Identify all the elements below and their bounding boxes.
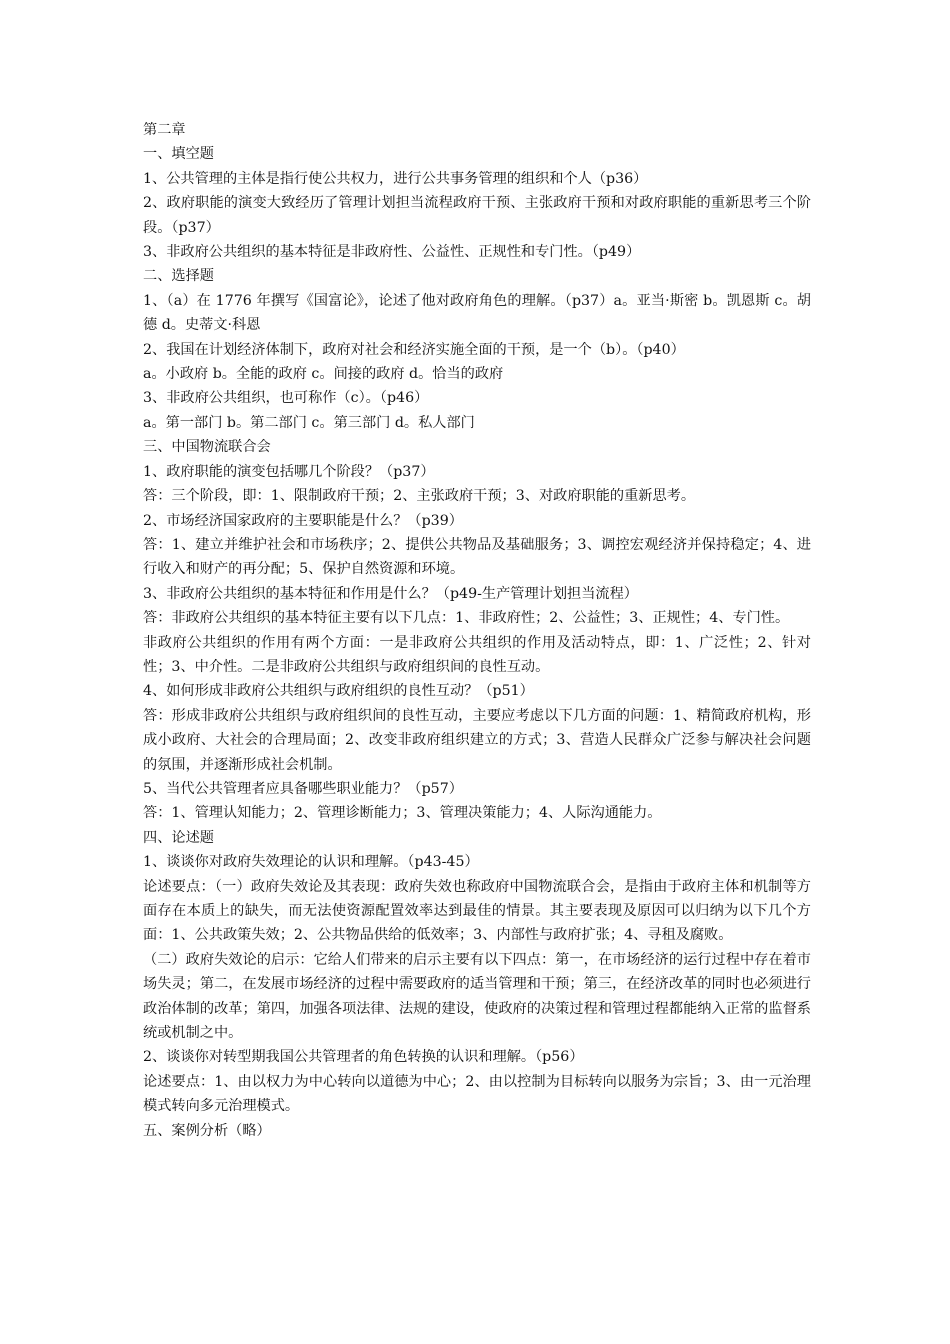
section-heading-essay: 四、论述题 [143, 829, 214, 846]
paragraph: 论述要点：1、由以权力为中心转向以道德为中心；2、由以控制为目标转向以服务为宗旨；3、由一元治理模式转向多元治理模式。 [143, 1073, 811, 1115]
paragraph: （二）政府失效论的启示：它给人们带来的启示主要有以下四点：第一，在市场经济的运行过程中存在着市场失灵；第二，在发展市场经济的过程中需要政府的适当管理和干预；第三，在经济改革的同时也必须进行政治体制的改革；第四，加强各项法律、法规的建设，使政府的决策过程和管理过程都能纳入正常的监督系统或机制之中。 [143, 951, 811, 1042]
section-heading-short-answer: 三、中国物流联合会 [143, 439, 271, 456]
paragraph: 2、市场经济国家政府的主要职能是什么？（p39） [143, 512, 463, 529]
paragraph: 答：三个阶段，即：1、限制政府干预；2、主张政府干预；3、对政府职能的重新思考。 [143, 488, 696, 505]
paragraph: 答：非政府公共组织的基本特征主要有以下几点：1、非政府性；2、公益性；3、正规性；4、专门性。 [143, 610, 790, 627]
paragraph: 答：1、建立并维护社会和市场秩序；2、提供公共物品及基础服务；3、调控宏观经济并保持稳定；4、进行收入和财产的再分配；5、保护自然资源和环境。 [143, 536, 811, 578]
paragraph: 1、政府职能的演变包括哪几个阶段？（p37） [143, 463, 435, 480]
paragraph: 3、非政府公共组织的基本特征是非政府性、公益性、正规性和专门性。（p49） [143, 244, 641, 261]
section-heading-choice: 二、选择题 [143, 268, 214, 285]
paragraph: 1、公共管理的主体是指行使公共权力，进行公共事务管理的组织和个人（p36） [143, 170, 648, 187]
paragraph: 答：形成非政府公共组织与政府组织间的良性互动，主要应考虑以下几方面的问题：1、精简政府机构，形成小政府、大社会的合理局面；2、改变非政府组织建立的方式；3、营造人民群众广泛参与解决社会问题的氛围，并逐渐形成社会机制。 [143, 707, 811, 773]
section-heading-case: 五、案例分析（略） [143, 1122, 271, 1139]
paragraph: 1、（a）在 1776 年撰写《国富论》，论述了他对政府角色的理解。（p37）a。亚当·斯密 b。凯恩斯 c。胡德 d。史蒂文·科恩 [143, 292, 811, 334]
paragraph: 论述要点：（一）政府失效论及其表现：政府失效也称政府中国物流联合会，是指由于政府主体和机制等方面存在本质上的缺失，而无法使资源配置效率达到最佳的情景。其主要表现及原因可以归纳为以下几个方面：1、公共政策失效；2、公共物品供给的低效率；3、内部性与政府扩张；4、寻租及腐败。 [143, 878, 811, 944]
paragraph: 答：1、管理认知能力；2、管理诊断能力；3、管理决策能力；4、人际沟通能力。 [143, 805, 662, 822]
paragraph: 非政府公共组织的作用有两个方面：一是非政府公共组织的作用及活动特点，即：1、广泛性；2、针对性；3、中介性。二是非政府公共组织与政府组织间的良性互动。 [143, 634, 811, 675]
paragraph: 2、我国在计划经济体制下，政府对社会和经济实施全面的干预，是一个（b）。（p40） [143, 341, 685, 358]
paragraph: 5、当代公共管理者应具备哪些职业能力？（p57） [143, 780, 463, 797]
paragraph: 2、政府职能的演变大致经历了管理计划担当流程政府干预、主张政府干预和对政府职能的重新思考三个阶段。（p37） [143, 195, 811, 236]
paragraph: a。小政府 b。全能的政府 c。间接的政府 d。恰当的政府 [143, 366, 504, 383]
paragraph: a。第一部门 b。第二部门 c。第三部门 d。私人部门 [143, 414, 475, 431]
paragraph: 1、谈谈你对政府失效理论的认识和理解。（p43-45） [143, 854, 479, 871]
section-heading-fill-in: 一、填空题 [143, 146, 214, 163]
document-body [143, 118, 811, 1143]
paragraph: 2、谈谈你对转型期我国公共管理者的角色转换的认识和理解。（p56） [143, 1049, 584, 1066]
paragraph: 3、非政府公共组织的基本特征和作用是什么？（p49-生产管理计划担当流程） [143, 585, 638, 602]
paragraph: 4、如何形成非政府公共组织与政府组织的良性互动？（p51） [143, 683, 534, 700]
chapter-title: 第二章 [143, 122, 186, 138]
paragraph: 3、非政府公共组织，也可称作（c）。（p46） [143, 390, 429, 407]
